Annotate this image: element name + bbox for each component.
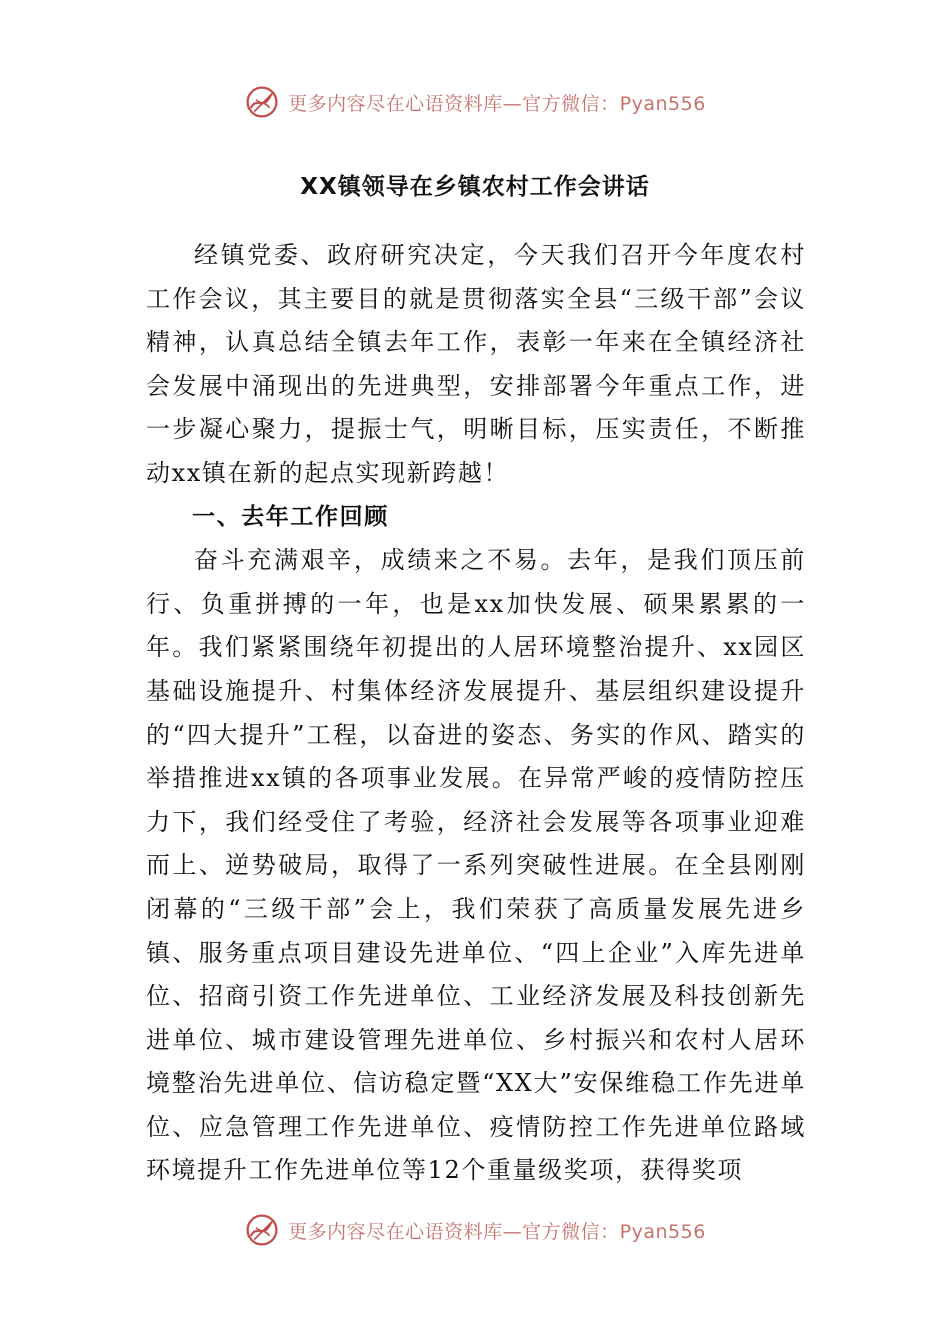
signature-logo-icon xyxy=(244,1212,280,1248)
watermark-banner-bottom xyxy=(0,1208,950,1252)
section-paragraph: 奋斗充满艰辛，成绩来之不易。去年，是我们顶压前行、负重拼搏的一年，也是xx加快发展、硕果累累的一年。我们紧紧围绕年初提出的人居环境整治提升、xx园区基础设施提升、村集体经济发展提升、基层组织建设提升的“四大提升”工程，以奋进的姿态、务实的作风、踏实的举措推进xx镇的各项事业发展。在异常严峻的疫情防控压力下，我们经受住了考验，经济社会发展等各项事业迎难而上、逆势破局，取得了一系列突破性进展。在全县刚刚闭幕的“三级干部”会上，我们荣获了高质量发展先进乡镇、服务重点项目建设先进单位、“四上企业”入库先进单位、招商引资工作先进单位、工业经济发展及科技创新先进单位、城市建设管理先进单位、乡村振兴和农村人居环境整治先进单位、信访稳定暨“XX大”安保维稳工作先进单位、应急管理工作先进单位、疫情防控工作先进单位路域环境提升工作先进单位等12个重量级奖项，获得奖项 xyxy=(146,546,806,1185)
watermark-text: 更多内容尽在心语资料库—官方微信：Pyan556 xyxy=(288,1220,706,1243)
section-heading: 一、去年工作回顾 xyxy=(192,503,389,530)
signature-logo-icon xyxy=(244,84,280,120)
document-title: XX镇领导在乡镇农村工作会讲话 xyxy=(300,174,650,200)
document-body xyxy=(146,234,806,1193)
watermark-banner-top xyxy=(0,80,950,124)
intro-paragraph: 经镇党委、政府研究决定，今天我们召开今年度农村工作会议，其主要目的就是贯彻落实全县“三级干部”会议精神，认真总结全镇去年工作，表彰一年来在全镇经济社会发展中涌现出的先进典型，安排部署今年重点工作，进一步凝心聚力，提振士气，明晰目标，压实责任，不断推动xx镇在新的起点实现新跨越！ xyxy=(146,241,806,487)
watermark-text: 更多内容尽在心语资料库—官方微信：Pyan556 xyxy=(288,92,706,115)
